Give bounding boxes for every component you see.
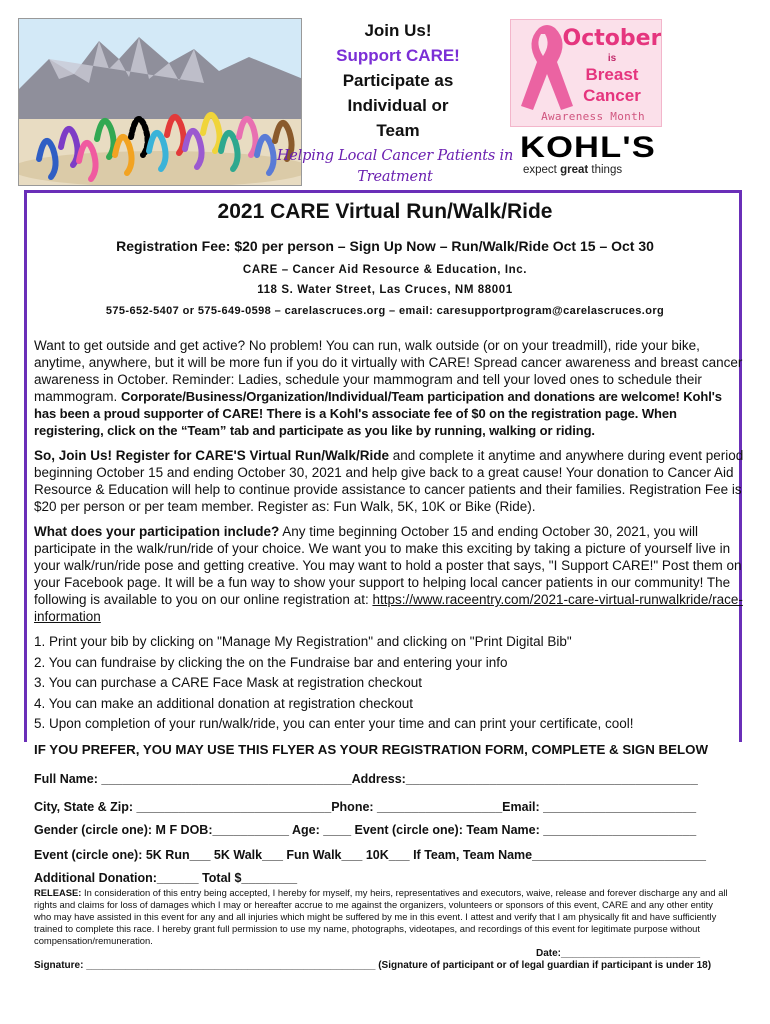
date-field[interactable]: Date:_________________________ bbox=[536, 948, 701, 959]
participate-line: Participate as bbox=[342, 71, 454, 90]
list-item: 3. You can purchase a CARE Face Mask at registration checkout bbox=[34, 675, 422, 690]
flyer-header bbox=[0, 0, 770, 192]
contact-line: 575-652-5407 or 575-649-0598 – carelascruces.org – email: caresupportprogram@carelascruces.org bbox=[105, 305, 665, 317]
participation-text: Any time beginning October 15 and ending October 30, 2021, you will participate in the walk/run/ride of your choice. We want you to make this exciting by taking a picture of yourself live in your walk/run/ride pose and getting creative. You may want to hold a poster that says, "I Support CARE!" Post them on your Facebook page. It will be a fun way to show your support to helping local cancer patients in our community! The following is available to you on our online registration at: bbox=[34, 524, 742, 607]
badge-october: October bbox=[562, 26, 662, 51]
registration-link[interactable]: https://www.raceentry.com/2021-care-virtual-runwalkride/race-information bbox=[34, 592, 743, 624]
kohls-tag-bold: great bbox=[560, 164, 589, 176]
participation-paragraph bbox=[34, 523, 744, 625]
join-paragraph bbox=[34, 447, 744, 515]
badge-breast: Breast bbox=[585, 65, 639, 84]
join-us-block bbox=[300, 18, 496, 143]
form-heading: IF YOU PREFER, YOU MAY USE THIS FLYER AS YOUR REGISTRATION FORM, COMPLETE & SIGN BELOW bbox=[34, 742, 709, 757]
individual-line: Individual or bbox=[347, 96, 449, 115]
intro-bold-text: Corporate/Business/Organization/Individual/Team participation and donations are welcome! Kohl's has been a proud supporter of CARE! There is a Kohl's associate fee of $0 on the registration page. When registering, click on the “Team” tab and participate as you like by running, walking or riding. bbox=[34, 389, 722, 438]
organization-line: CARE – Cancer Aid Resource & Education, Inc. bbox=[242, 264, 528, 276]
breast-cancer-awareness-badge bbox=[510, 19, 662, 127]
list-item: 1. Print your bib by clicking on "Manage My Registration" and clicking on "Print Digital Bib" bbox=[34, 634, 572, 649]
event-team-name-field[interactable]: Event (circle one): 5K Run___ 5K Walk___ Fun Walk___ 10K___ If Team, Team Name_________________________ bbox=[34, 848, 706, 862]
full-name-address-field[interactable]: Full Name: ____________________________________Address:__________________________________________ bbox=[34, 772, 698, 786]
signature-field[interactable]: Signature: ____________________________________________________ (Signature of participant or of legal guardian if participant is under 18) bbox=[34, 960, 712, 971]
join-us-line: Join Us! bbox=[364, 21, 432, 40]
badge-breast-cancer bbox=[561, 64, 662, 106]
helping-line-1: Helping Local Cancer Patients in bbox=[276, 148, 514, 164]
helping-tagline bbox=[270, 146, 520, 188]
city-phone-email-field[interactable]: City, State & Zip: ____________________________Phone: __________________Email: ______________________ bbox=[34, 800, 697, 814]
kohls-tagline bbox=[523, 164, 680, 176]
participation-question: What does your participation include? bbox=[34, 524, 280, 539]
ribbon-runners-image bbox=[19, 19, 302, 186]
list-item: 4. You can make an additional donation at registration checkout bbox=[34, 695, 414, 711]
address-line: 118 S. Water Street, Las Cruces, NM 88001 bbox=[257, 284, 513, 296]
kohls-logo: KOHL'S bbox=[520, 131, 656, 164]
intro-paragraph bbox=[34, 337, 744, 439]
intro-text: Want to get outside and get active? No problem! You can run, walk outside (or on your treadmill), ride your bike, anytime, anywhere, but it will be more fun if you do it virtually with CARE! Spread cancer awareness and breast cancer awareness in October. Reminder: Ladies, schedule your mammogram and tell your loved ones to schedule their mammogram. bbox=[34, 338, 743, 404]
gender-dob-age-field[interactable]: Gender (circle one): M F DOB:___________ Age: ____ Event (circle one): Team Name: ______________________ bbox=[34, 823, 697, 837]
steps-list bbox=[34, 632, 744, 735]
support-care-line: Support CARE! bbox=[336, 46, 460, 65]
list-item: 5. Upon completion of your run/walk/ride, you can enter your time and can print your certificate, cool! bbox=[34, 716, 634, 731]
badge-is: is bbox=[607, 53, 617, 64]
donation-total-field[interactable]: Additional Donation:______ Total $________ bbox=[34, 871, 298, 885]
kohls-tag-suffix: things bbox=[588, 164, 623, 176]
release-label: RELEASE: bbox=[34, 887, 82, 898]
badge-cancer: Cancer bbox=[583, 86, 641, 105]
release-text: In consideration of this entry being accepted, I hereby for myself, my heirs, representatives and executors, waive, release and forever discharge any and all rights and claims for loss of damages which I may or hereafter accrue to me against the organizers, volunteers or sponsors of this event, CARE and any other entity who may have assisted in this event for any and all injuries which might be suffered by me in this event. I attest and verify that I am physically fit and have sufficiently trained to complete this race. I hereby grant full permission to use my name, photographs, videotapes, and recordings of this event for legitimate purpose without compensation/remuneration. bbox=[34, 887, 728, 946]
team-line: Team bbox=[376, 121, 420, 140]
kohls-tag-prefix: expect bbox=[523, 164, 561, 176]
kohls-logo-block bbox=[520, 133, 680, 176]
join-text: and complete it anytime and anywhere during event period beginning October 15 and ending October 30, 2021 and help give back to a great cause! Your donation to Cancer Aid Resource & Education will help to continue provide assistance to cancer patients and their families. Registration Fee is $20 per person or per team member. Register as: Fun Walk, 5K, 10K or Bike (Ride). bbox=[34, 448, 744, 514]
release-waiver bbox=[34, 887, 732, 947]
helping-line-2: Treatment bbox=[357, 169, 433, 185]
list-item: 2. You can fundraise by clicking the on the Fundraise bar and entering your info bbox=[34, 654, 508, 670]
badge-awareness-month: Awareness Month bbox=[541, 110, 645, 123]
event-title: 2021 CARE Virtual Run/Walk/Ride bbox=[217, 200, 553, 223]
runners-illustration bbox=[18, 18, 302, 186]
join-bold-text: So, Join Us! Register for CARE'S Virtual Run/Walk/Ride bbox=[34, 448, 390, 463]
registration-fee-line: Registration Fee: $20 per person – Sign Up Now – Run/Walk/Ride Oct 15 – Oct 30 bbox=[116, 238, 654, 254]
